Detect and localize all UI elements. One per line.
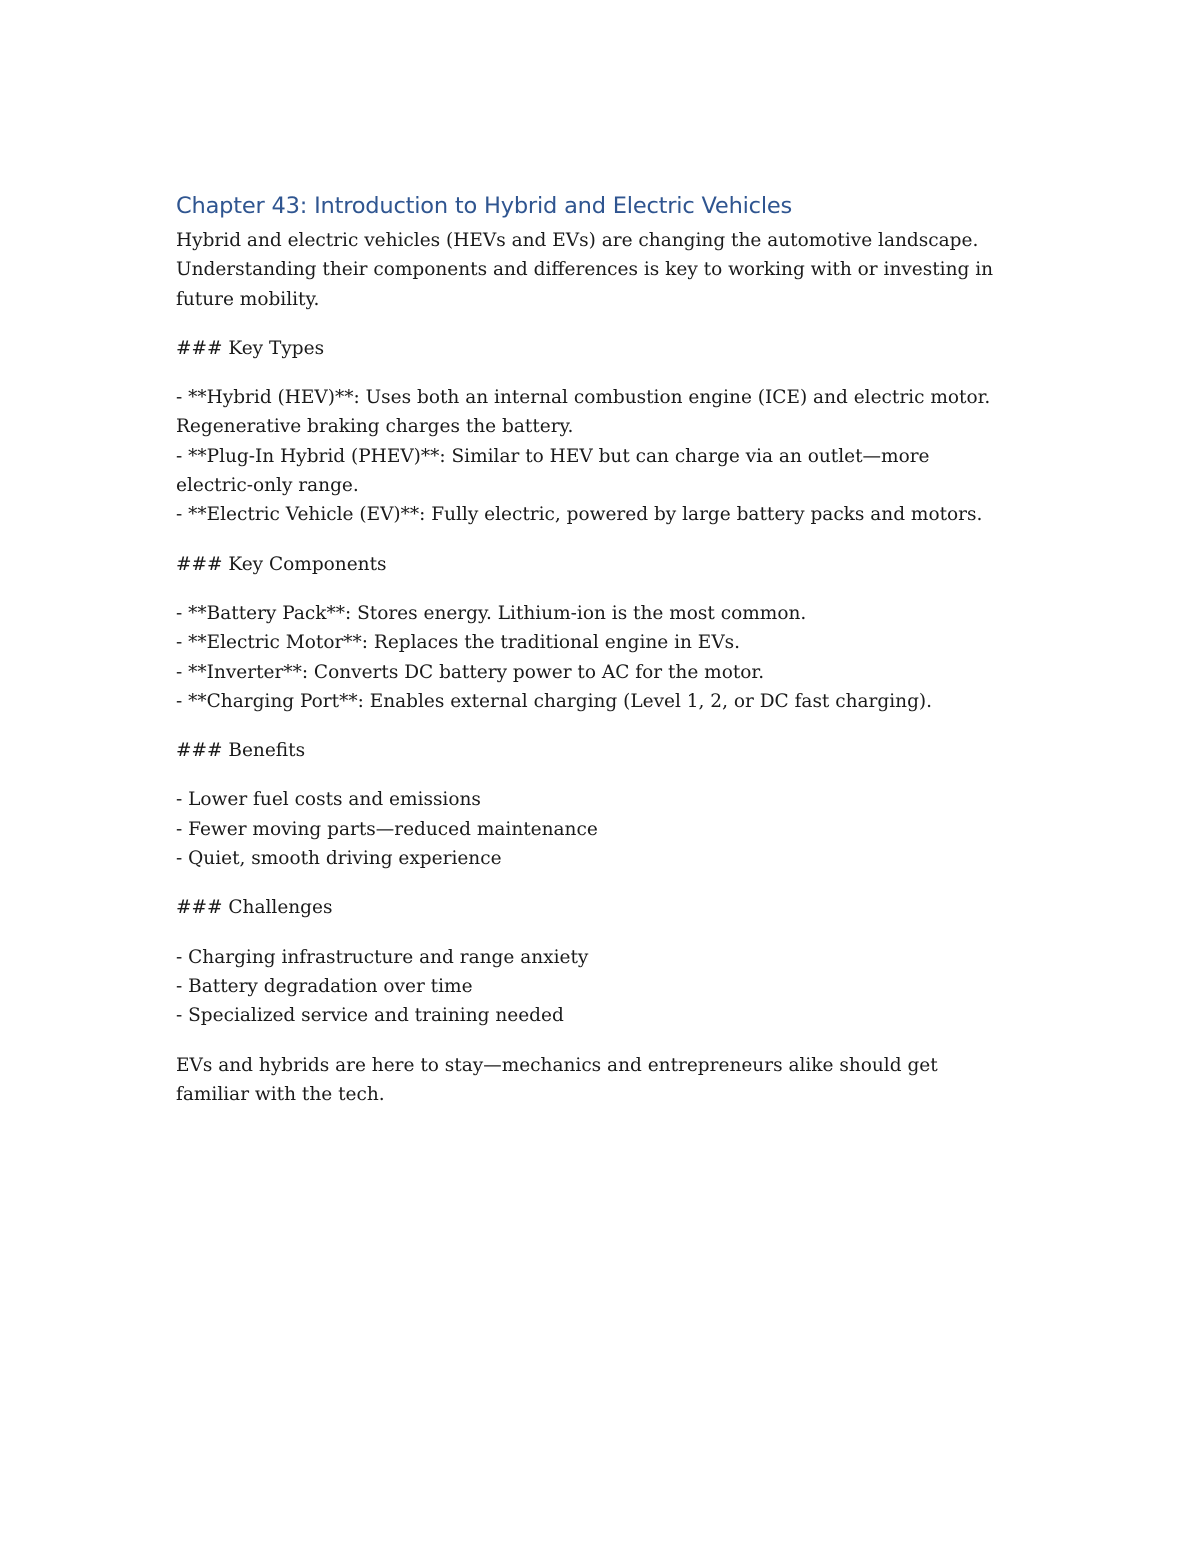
list-item: - **Electric Motor**: Replaces the traditional engine in EVs. bbox=[176, 632, 741, 654]
document-body bbox=[176, 190, 1006, 1129]
list-item: - Fewer moving parts—reduced maintenance bbox=[176, 818, 598, 840]
chapter-title: Chapter 43: Introduction to Hybrid and Electric Vehicles bbox=[176, 193, 793, 219]
list-item: - **Inverter**: Converts DC battery power to AC for the motor. bbox=[176, 661, 765, 683]
list-item: - **Hybrid (HEV)**: Uses both an internal combustion engine (ICE) and electric motor. Regenerative braking charges the battery. bbox=[176, 387, 991, 438]
list-item: - Charging infrastructure and range anxiety bbox=[176, 946, 589, 968]
section-heading-key-types: ### Key Types bbox=[176, 337, 325, 359]
list-item: - **Plug-In Hybrid (PHEV)**: Similar to HEV but can charge via an outlet—more electric-only range. bbox=[176, 445, 930, 497]
list-item: - **Battery Pack**: Stores energy. Lithium-ion is the most common. bbox=[176, 602, 807, 624]
key-components-list bbox=[176, 599, 1006, 716]
list-item: - Specialized service and training needed bbox=[176, 1005, 564, 1027]
benefits-list bbox=[176, 785, 1006, 873]
list-item: - Lower fuel costs and emissions bbox=[176, 789, 481, 811]
list-item: - Quiet, smooth driving experience bbox=[176, 848, 502, 870]
challenges-list bbox=[176, 943, 1006, 1031]
list-item: - Battery degradation over time bbox=[176, 975, 473, 997]
key-types-list bbox=[176, 383, 1006, 529]
section-heading-challenges: ### Challenges bbox=[176, 897, 333, 919]
section-heading-benefits: ### Benefits bbox=[176, 740, 306, 762]
list-item: - **Charging Port**: Enables external charging (Level 1, 2, or DC fast charging). bbox=[176, 690, 933, 712]
list-item: - **Electric Vehicle (EV)**: Fully electric, powered by large battery packs and motors. bbox=[176, 504, 983, 526]
intro-paragraph: Hybrid and electric vehicles (HEVs and EVs) are changing the automotive landscape. Understanding their components and differences is key to working with or investing in future mobility. bbox=[176, 230, 994, 310]
section-heading-key-components: ### Key Components bbox=[176, 553, 387, 575]
closing-paragraph: EVs and hybrids are here to stay—mechanics and entrepreneurs alike should get familiar with the tech. bbox=[176, 1054, 938, 1105]
